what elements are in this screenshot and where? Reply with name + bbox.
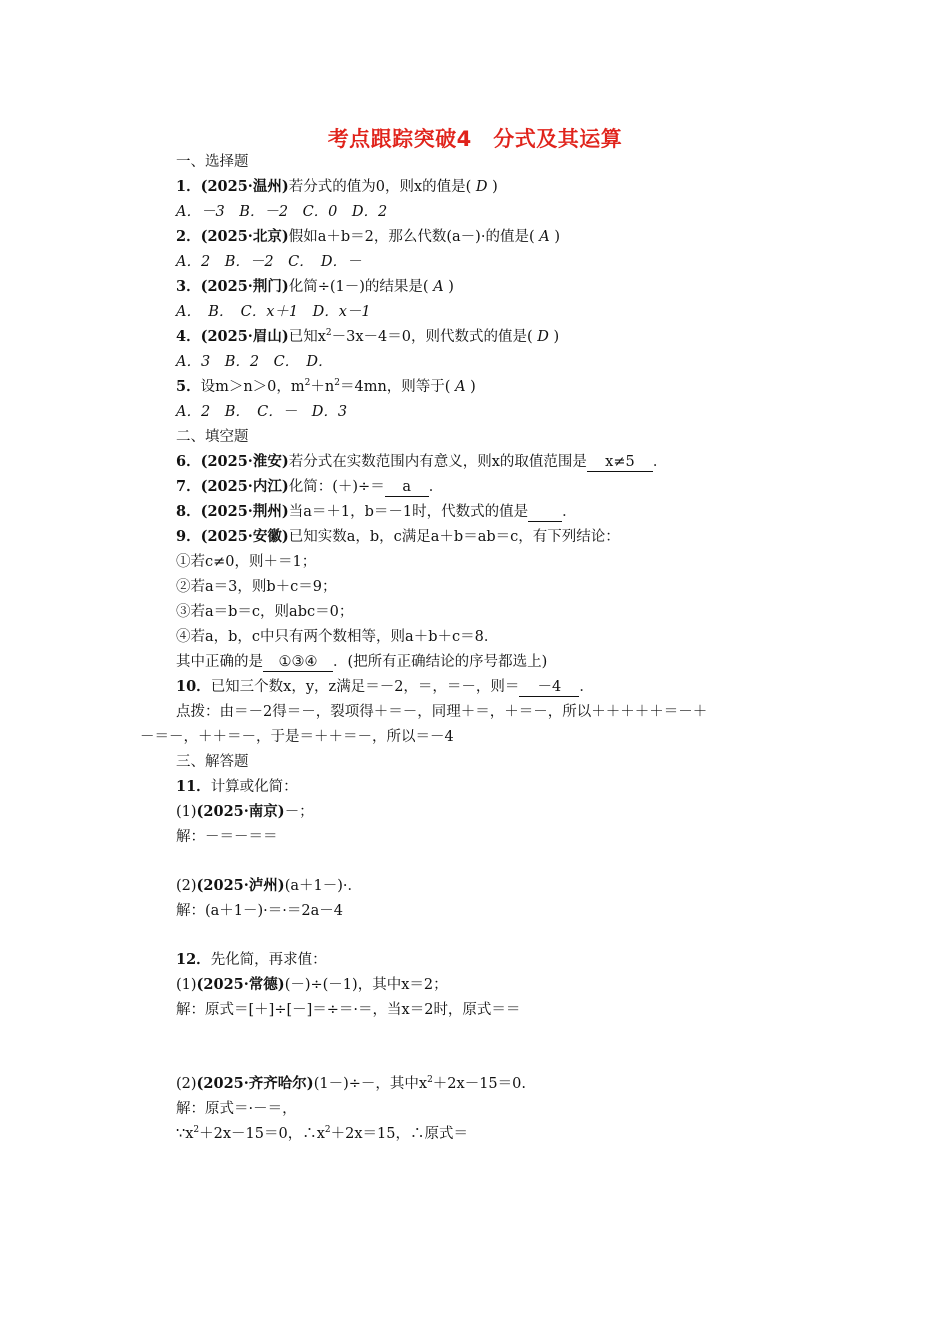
answer: A: [455, 379, 466, 395]
question-11-part-2-solution: 解：(a＋1－)·＝·＝2a－4: [176, 903, 343, 919]
question-2: 2．(2025·北京)假如a＋b＝2，那么代数(a－)·的值是( A ): [176, 228, 560, 245]
question-12-part-1: (1)(2025·常德)(－)÷(－1)，其中x＝2；: [176, 976, 448, 993]
answer-blank: a: [385, 479, 429, 497]
question-12-part-2: (2)(2025·齐齐哈尔)(1－)÷－，其中$x^2+2x-15=0$.: [176, 1075, 526, 1092]
question-4-options: A．3 B．2 C． D．: [176, 354, 333, 370]
question-11-part-1: (1)(2025·南京)－；: [176, 803, 314, 820]
question-2-options: A．2 B．－2 C． D．－: [176, 254, 362, 270]
question-1: 1．(2025·温州)若分式的值为0，则x的值是( D ): [176, 178, 498, 195]
question-10-hint-line-2: －＝－，＋＋＝－，于是＝＋＋＝－，所以＝－4: [140, 729, 454, 745]
question-5: 5．设m＞n＞0，$m^2+n^2=4mn$，则等于( A ): [176, 378, 476, 395]
answer-blank: －4: [519, 679, 579, 697]
question-9-conclusion: 其中正确的是 ①③④ ．(把所有正确结论的序号都选上): [176, 654, 548, 670]
question-10-hint-line-1: 点拨：由＝－2得＝－，裂项得＋＝－，同理＋＝，＋＝－，所以＋＋＋＋＋＝－＋: [176, 704, 708, 720]
question-12-part-2-solution-2: $\because x^2+2x-15=0$，$\therefore x^2+2x=15$，∴原式＝: [176, 1125, 468, 1142]
page-title: 考点跟踪突破4 分式及其运算: [327, 127, 623, 151]
section-heading-solve: 三、解答题: [176, 754, 249, 770]
section-heading-fill: 二、填空题: [176, 429, 249, 445]
question-9-item-1: ①若c≠0，则＋＝1；: [176, 554, 317, 570]
question-9-item-2: ②若a＝3，则b＋c＝9；: [176, 579, 337, 595]
question-12-part-2-solution-1: 解：原式＝·－＝，: [176, 1101, 297, 1117]
question-7: 7．(2025·内江)化简：(＋)÷＝ a ．: [176, 478, 444, 495]
question-11: 11．计算或化简：: [176, 778, 298, 795]
answer-blank: x≠5: [587, 454, 653, 472]
question-6: 6．(2025·淮安)若分式在实数范围内有意义，则x的取值范围是 x≠5 ．: [176, 453, 668, 470]
question-3: 3．(2025·荆门)化简÷(1－)的结果是( A ): [176, 278, 454, 295]
question-3-options: A． B． C．x＋1 D．x－1: [176, 304, 371, 320]
question-12-part-1-solution: 解：原式＝[＋]÷[－]＝÷＝·＝，当x＝2时，原式＝＝: [176, 1002, 521, 1018]
answer: A: [433, 279, 444, 295]
question-9: 9．(2025·安徽)已知实数a，b，c满足a＋b＝ab＝c，有下列结论：: [176, 528, 620, 545]
question-11-part-1-solution: 解：－＝－＝＝: [176, 829, 278, 845]
question-8: 8．(2025·荆州)当a＝＋1，b＝－1时，代数式的值是 ．: [176, 503, 577, 520]
question-12: 12．先化简，再求值：: [176, 951, 327, 968]
answer: A: [539, 229, 550, 245]
question-4: 4．(2025·眉山)已知$x^2-3x-4=0$，则代数式的值是( D ): [176, 328, 560, 345]
answer: D: [475, 179, 488, 195]
question-5-options: A．2 B． C．－ D．3: [176, 404, 348, 420]
question-10: 10．已知三个数x，y，z满足＝－2，＝，＝－，则＝ －4 ．: [176, 678, 594, 695]
question-9-item-4: ④若a，b，c中只有两个数相等，则a＋b＋c＝8．: [176, 629, 499, 645]
question-1-options: A．－3 B．－2 C．0 D．2: [176, 204, 388, 220]
question-9-item-3: ③若a＝b＝c，则abc＝0；: [176, 604, 354, 620]
answer-blank: [528, 504, 562, 522]
question-11-part-2: (2)(2025·泸州)(a＋1－)·．: [176, 877, 362, 894]
section-heading-choice: 一、选择题: [176, 154, 249, 170]
answer-blank: ①③④: [263, 654, 333, 672]
answer: D: [537, 329, 549, 345]
